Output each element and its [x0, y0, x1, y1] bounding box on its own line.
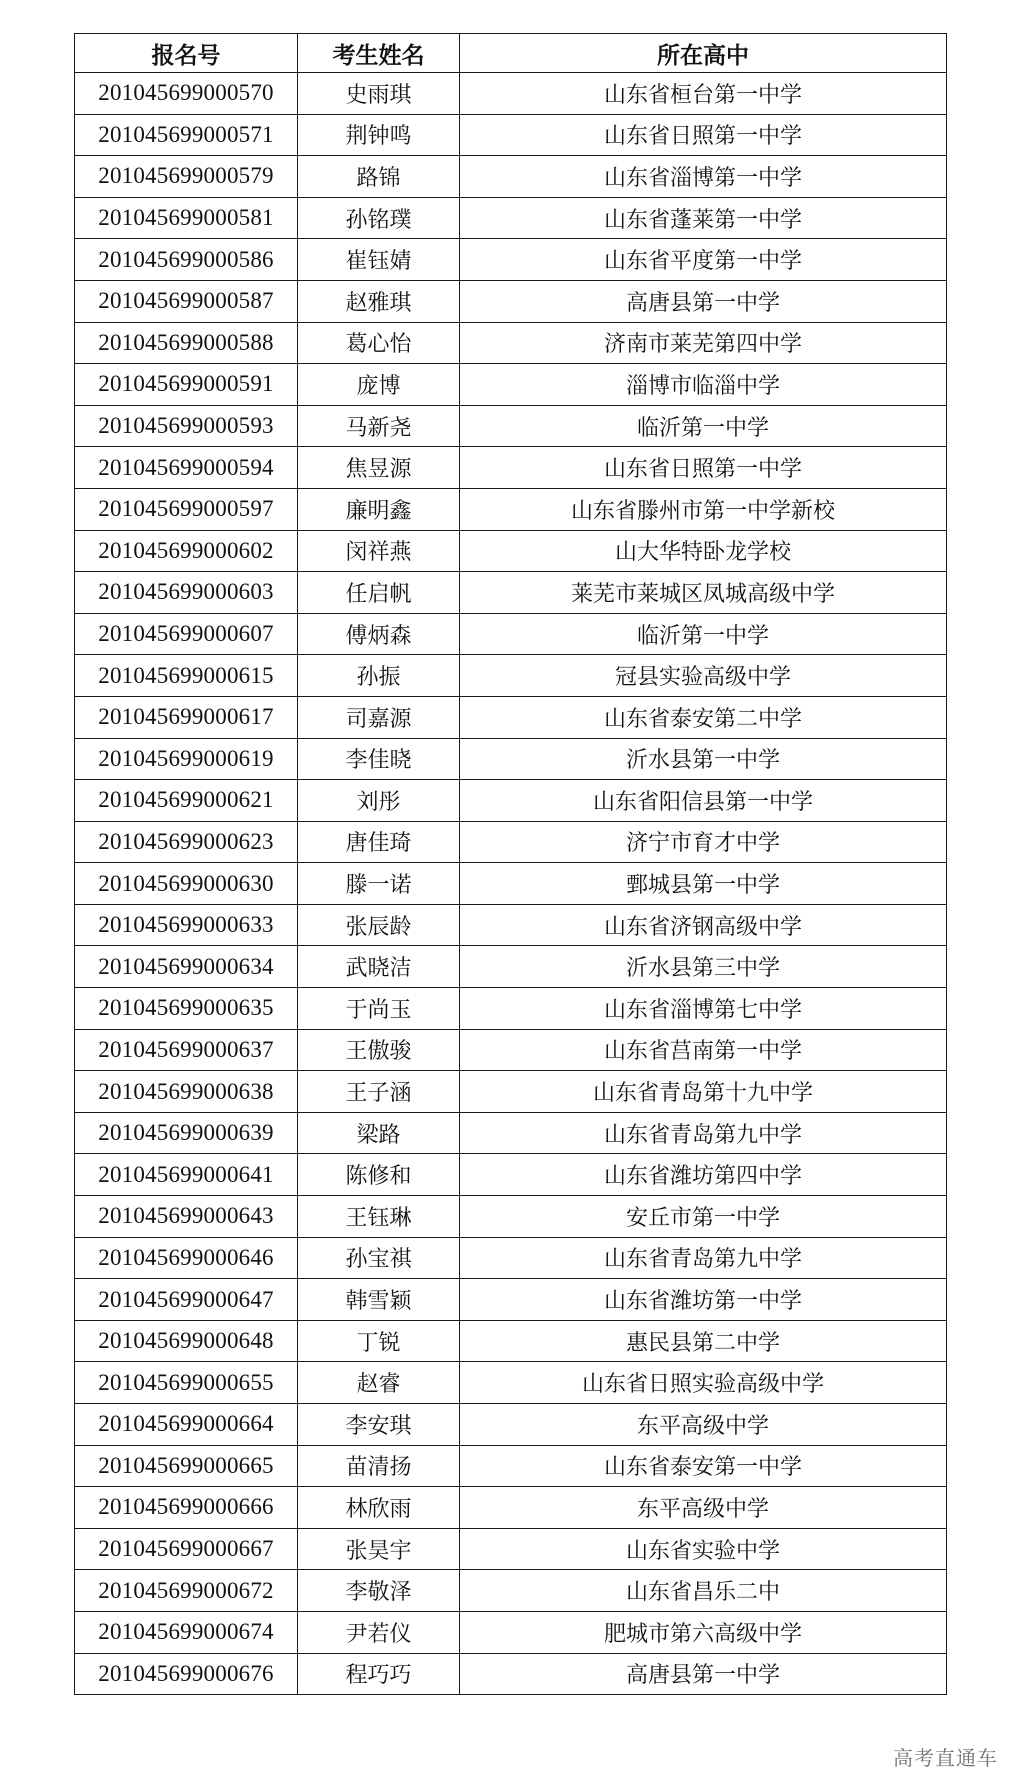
candidate-name-cell: 孙振	[298, 655, 460, 697]
registration-number-cell: 201045699000587	[75, 280, 298, 322]
high-school-cell: 山东省济钢高级中学	[460, 904, 947, 946]
candidate-name-cell: 武晓洁	[298, 946, 460, 988]
candidate-name-cell: 王傲骏	[298, 1029, 460, 1071]
table-row	[75, 197, 947, 239]
high-school-cell: 冠县实验高级中学	[460, 655, 947, 697]
high-school-cell: 临沂第一中学	[460, 405, 947, 447]
registration-number-cell: 201045699000597	[75, 488, 298, 530]
high-school-cell: 沂水县第三中学	[460, 946, 947, 988]
high-school-cell: 山东省莒南第一中学	[460, 1029, 947, 1071]
high-school-cell: 山东省平度第一中学	[460, 239, 947, 281]
high-school-cell: 山东省日照第一中学	[460, 114, 947, 156]
high-school-cell: 高唐县第一中学	[460, 1653, 947, 1695]
table-row	[75, 1570, 947, 1612]
candidate-name-cell: 史雨琪	[298, 73, 460, 115]
registration-number-cell: 201045699000666	[75, 1487, 298, 1529]
registration-number-cell: 201045699000591	[75, 364, 298, 406]
registration-number-cell: 201045699000634	[75, 946, 298, 988]
registration-number-cell: 201045699000635	[75, 988, 298, 1030]
registration-number-cell: 201045699000593	[75, 405, 298, 447]
registration-number-cell: 201045699000607	[75, 613, 298, 655]
registration-number-cell: 201045699000602	[75, 530, 298, 572]
high-school-cell: 山东省泰安第二中学	[460, 696, 947, 738]
high-school-cell: 惠民县第二中学	[460, 1320, 947, 1362]
candidate-name-cell: 王钰琳	[298, 1196, 460, 1238]
registration-number-cell: 201045699000617	[75, 696, 298, 738]
table-row	[75, 572, 947, 614]
table-row	[75, 73, 947, 115]
candidate-name-cell: 闵祥燕	[298, 530, 460, 572]
candidate-name-cell: 李敬泽	[298, 1570, 460, 1612]
table-row	[75, 946, 947, 988]
table-row	[75, 364, 947, 406]
candidate-name-cell: 庞博	[298, 364, 460, 406]
table-row	[75, 1611, 947, 1653]
candidate-name-cell: 陈修和	[298, 1154, 460, 1196]
candidate-name-cell: 任启帆	[298, 572, 460, 614]
registration-number-cell: 201045699000674	[75, 1611, 298, 1653]
table-body	[75, 73, 947, 1695]
registration-number-cell: 201045699000603	[75, 572, 298, 614]
table-row	[75, 488, 947, 530]
table-row	[75, 322, 947, 364]
table-row	[75, 239, 947, 281]
table-row	[75, 1528, 947, 1570]
table-row	[75, 738, 947, 780]
high-school-cell: 东平高级中学	[460, 1487, 947, 1529]
high-school-cell: 山东省蓬莱第一中学	[460, 197, 947, 239]
high-school-cell: 山东省青岛第九中学	[460, 1112, 947, 1154]
table-row	[75, 1653, 947, 1695]
registration-number-cell: 201045699000648	[75, 1320, 298, 1362]
table-header	[75, 34, 947, 73]
registration-number-cell: 201045699000655	[75, 1362, 298, 1404]
high-school-cell: 山东省潍坊第一中学	[460, 1279, 947, 1321]
candidate-name-cell: 梁路	[298, 1112, 460, 1154]
table-row	[75, 655, 947, 697]
candidate-name-cell: 张辰龄	[298, 904, 460, 946]
registration-number-cell: 201045699000665	[75, 1445, 298, 1487]
high-school-cell: 淄博市临淄中学	[460, 364, 947, 406]
candidate-name-cell: 赵雅琪	[298, 280, 460, 322]
registration-number-cell: 201045699000647	[75, 1279, 298, 1321]
high-school-cell: 山东省青岛第十九中学	[460, 1071, 947, 1113]
high-school-cell: 东平高级中学	[460, 1404, 947, 1446]
table-row	[75, 1404, 947, 1446]
candidate-name-cell: 司嘉源	[298, 696, 460, 738]
table-row	[75, 1445, 947, 1487]
registration-number-cell: 201045699000571	[75, 114, 298, 156]
candidate-name-cell: 荆钟鸣	[298, 114, 460, 156]
high-school-cell: 莱芜市莱城区凤城高级中学	[460, 572, 947, 614]
candidate-name-cell: 尹若仪	[298, 1611, 460, 1653]
registration-number-cell: 201045699000638	[75, 1071, 298, 1113]
candidate-name-cell: 葛心怡	[298, 322, 460, 364]
candidate-name-cell: 马新尧	[298, 405, 460, 447]
registration-number-cell: 201045699000643	[75, 1196, 298, 1238]
candidate-name-cell: 路锦	[298, 156, 460, 198]
high-school-cell: 安丘市第一中学	[460, 1196, 947, 1238]
table-row	[75, 1320, 947, 1362]
table-row	[75, 1154, 947, 1196]
watermark-text: 高考直通车	[893, 1746, 998, 1770]
high-school-cell: 山东省阳信县第一中学	[460, 780, 947, 822]
candidate-name-cell: 韩雪颖	[298, 1279, 460, 1321]
high-school-cell: 山东省滕州市第一中学新校	[460, 488, 947, 530]
table-row	[75, 447, 947, 489]
registration-number-cell: 201045699000633	[75, 904, 298, 946]
candidate-name-cell: 苗清扬	[298, 1445, 460, 1487]
registration-number-cell: 201045699000630	[75, 863, 298, 905]
table-row	[75, 280, 947, 322]
candidate-name-cell: 李安琪	[298, 1404, 460, 1446]
candidate-name-cell: 焦昱源	[298, 447, 460, 489]
high-school-cell: 济南市莱芜第四中学	[460, 322, 947, 364]
candidate-name-cell: 程巧巧	[298, 1653, 460, 1695]
registration-number-cell: 201045699000637	[75, 1029, 298, 1071]
table-row	[75, 1362, 947, 1404]
registration-number-cell: 201045699000594	[75, 447, 298, 489]
table-row	[75, 780, 947, 822]
high-school-cell: 山东省昌乐二中	[460, 1570, 947, 1612]
registration-number-cell: 201045699000639	[75, 1112, 298, 1154]
high-school-cell: 山东省日照第一中学	[460, 447, 947, 489]
high-school-cell: 山东省青岛第九中学	[460, 1237, 947, 1279]
registration-number-cell: 201045699000588	[75, 322, 298, 364]
registration-number-cell: 201045699000641	[75, 1154, 298, 1196]
high-school-cell: 鄄城县第一中学	[460, 863, 947, 905]
column-header-candidate-name: 考生姓名	[298, 34, 460, 73]
table-row	[75, 1196, 947, 1238]
high-school-cell: 山东省淄博第七中学	[460, 988, 947, 1030]
registration-number-cell: 201045699000667	[75, 1528, 298, 1570]
high-school-cell: 临沂第一中学	[460, 613, 947, 655]
header-row	[75, 34, 947, 73]
candidate-name-cell: 张昊宇	[298, 1528, 460, 1570]
table-row	[75, 1112, 947, 1154]
registration-number-cell: 201045699000646	[75, 1237, 298, 1279]
high-school-cell: 肥城市第六高级中学	[460, 1611, 947, 1653]
table-row	[75, 1237, 947, 1279]
registration-number-cell: 201045699000586	[75, 239, 298, 281]
table-row	[75, 821, 947, 863]
candidate-name-cell: 林欣雨	[298, 1487, 460, 1529]
table-row	[75, 613, 947, 655]
registration-number-cell: 201045699000672	[75, 1570, 298, 1612]
candidate-name-cell: 孙铭璞	[298, 197, 460, 239]
table-row	[75, 1071, 947, 1113]
table-row	[75, 405, 947, 447]
registration-number-cell: 201045699000623	[75, 821, 298, 863]
candidate-name-cell: 赵睿	[298, 1362, 460, 1404]
high-school-cell: 山东省淄博第一中学	[460, 156, 947, 198]
high-school-cell: 山东省泰安第一中学	[460, 1445, 947, 1487]
registration-number-cell: 201045699000579	[75, 156, 298, 198]
candidate-name-cell: 王子涵	[298, 1071, 460, 1113]
candidate-name-cell: 刘彤	[298, 780, 460, 822]
registration-number-cell: 201045699000619	[75, 738, 298, 780]
table-row	[75, 1029, 947, 1071]
registration-number-cell: 201045699000621	[75, 780, 298, 822]
high-school-cell: 山大华特卧龙学校	[460, 530, 947, 572]
table-row	[75, 863, 947, 905]
table-row	[75, 1279, 947, 1321]
candidate-name-cell: 丁锐	[298, 1320, 460, 1362]
candidate-name-cell: 崔钰婧	[298, 239, 460, 281]
registration-number-cell: 201045699000615	[75, 655, 298, 697]
table-row	[75, 114, 947, 156]
candidate-name-cell: 滕一诺	[298, 863, 460, 905]
candidate-name-cell: 唐佳琦	[298, 821, 460, 863]
table-row	[75, 530, 947, 572]
table-row	[75, 156, 947, 198]
column-header-high-school: 所在高中	[460, 34, 947, 73]
candidate-name-cell: 廉明鑫	[298, 488, 460, 530]
table-row	[75, 1487, 947, 1529]
registration-number-cell: 201045699000581	[75, 197, 298, 239]
column-header-registration-number: 报名号	[75, 34, 298, 73]
admission-list-table	[74, 33, 947, 1695]
high-school-cell: 山东省桓台第一中学	[460, 73, 947, 115]
table-row	[75, 904, 947, 946]
registration-number-cell: 201045699000664	[75, 1404, 298, 1446]
registration-number-cell: 201045699000570	[75, 73, 298, 115]
table-row	[75, 988, 947, 1030]
high-school-cell: 山东省潍坊第四中学	[460, 1154, 947, 1196]
registration-number-cell: 201045699000676	[75, 1653, 298, 1695]
high-school-cell: 高唐县第一中学	[460, 280, 947, 322]
table-row	[75, 696, 947, 738]
candidate-name-cell: 李佳晓	[298, 738, 460, 780]
candidate-name-cell: 孙宝祺	[298, 1237, 460, 1279]
candidate-name-cell: 傅炳森	[298, 613, 460, 655]
candidate-name-cell: 于尚玉	[298, 988, 460, 1030]
high-school-cell: 沂水县第一中学	[460, 738, 947, 780]
high-school-cell: 济宁市育才中学	[460, 821, 947, 863]
high-school-cell: 山东省日照实验高级中学	[460, 1362, 947, 1404]
high-school-cell: 山东省实验中学	[460, 1528, 947, 1570]
